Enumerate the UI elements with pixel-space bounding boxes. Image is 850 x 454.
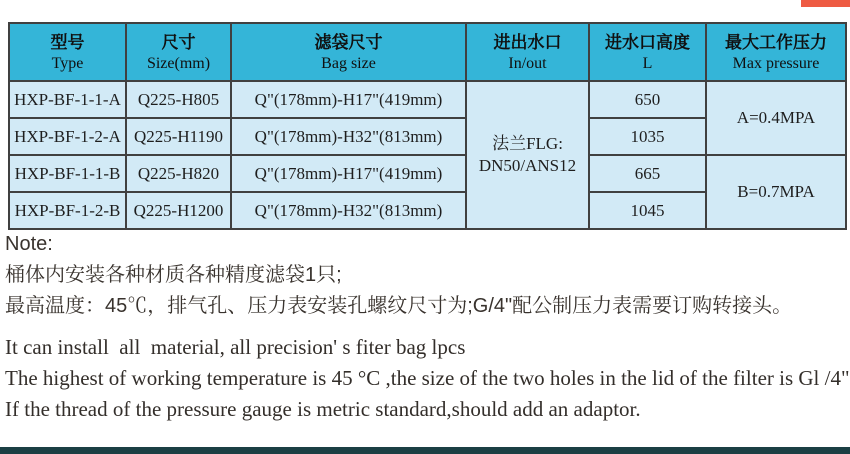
column-header-in-out-zh: 进出水口 — [493, 32, 562, 52]
column-header-max-pressure — [706, 23, 846, 81]
column-header-size — [126, 23, 231, 81]
column-header-type — [9, 23, 126, 81]
column-header-inlet-height-zh: 进水口高度 — [605, 32, 690, 52]
cell-bag-size: Q"(178mm)-H17"(419mm) — [231, 155, 466, 192]
notes-section — [5, 231, 850, 422]
column-header-size-en: Size(mm) — [146, 54, 211, 72]
note-label: Note: — [5, 233, 53, 255]
cell-inlet-height: 1045 — [589, 192, 706, 229]
spec-table — [8, 22, 847, 230]
column-header-bag-size-zh: 滤袋尺寸 — [314, 32, 383, 52]
cell-size: Q225-H1200 — [126, 192, 231, 229]
cell-model: HXP-BF-1-2-B — [9, 192, 126, 229]
cell-bag-size: Q"(178mm)-H17"(419mm) — [231, 81, 466, 118]
note-en-line1: It can install all material, all precision' s fiter bag lpcs — [5, 335, 466, 359]
column-header-inlet-height-en: L — [642, 54, 653, 72]
note-zh-line1: 桶体内安装各种材质各种精度滤袋1只; — [5, 264, 342, 286]
column-header-type-zh: 型号 — [50, 32, 85, 52]
cell-max-pressure-a: A=0.4MPA — [706, 81, 846, 155]
column-header-in-out-en: In/out — [508, 54, 547, 72]
cell-inlet-height: 650 — [589, 81, 706, 118]
table-row — [9, 155, 846, 192]
cell-size: Q225-H1190 — [126, 118, 231, 155]
column-header-type-en: Type — [51, 54, 84, 72]
column-header-bag-size-en: Bag size — [321, 54, 376, 72]
cell-bag-size: Q"(178mm)-H32"(813mm) — [231, 118, 466, 155]
cell-model: HXP-BF-1-1-B — [9, 155, 126, 192]
table-header-row — [9, 23, 846, 81]
page-footer-bar — [0, 447, 850, 454]
column-header-size-zh: 尺寸 — [161, 32, 196, 52]
in-out-line2: DN50/ANS12 — [478, 156, 577, 175]
table-row — [9, 81, 846, 118]
page-accent-bar — [801, 0, 850, 7]
note-zh-line2: 最高温度：45℃，排气孔、压力表安装孔螺纹尺寸为;G/4"配公制压力表需要订购转接头。 — [5, 295, 793, 317]
column-header-inlet-height — [589, 23, 706, 81]
cell-inlet-height: 1035 — [589, 118, 706, 155]
column-header-bag-size — [231, 23, 466, 81]
cell-size: Q225-H820 — [126, 155, 231, 192]
cell-size: Q225-H805 — [126, 81, 231, 118]
cell-inlet-height: 665 — [589, 155, 706, 192]
cell-bag-size: Q"(178mm)-H32"(813mm) — [231, 192, 466, 229]
cell-model: HXP-BF-1-1-A — [9, 81, 126, 118]
cell-model: HXP-BF-1-2-A — [9, 118, 126, 155]
in-out-line1: 法兰FLG: — [492, 133, 563, 153]
cell-in-out-merged — [466, 81, 589, 229]
note-en-line2: The highest of working temperature is 45 °C ,the size of the two holes in the lid of the filter is Gl /4" — [5, 366, 850, 390]
column-header-in-out — [466, 23, 589, 81]
note-en-line3: If the thread of the pressure gauge is metric standard,should add an adaptor. — [5, 397, 641, 421]
cell-max-pressure-b: B=0.7MPA — [706, 155, 846, 229]
column-header-max-pressure-en: Max pressure — [732, 54, 820, 72]
column-header-max-pressure-zh: 最大工作压力 — [725, 32, 827, 52]
